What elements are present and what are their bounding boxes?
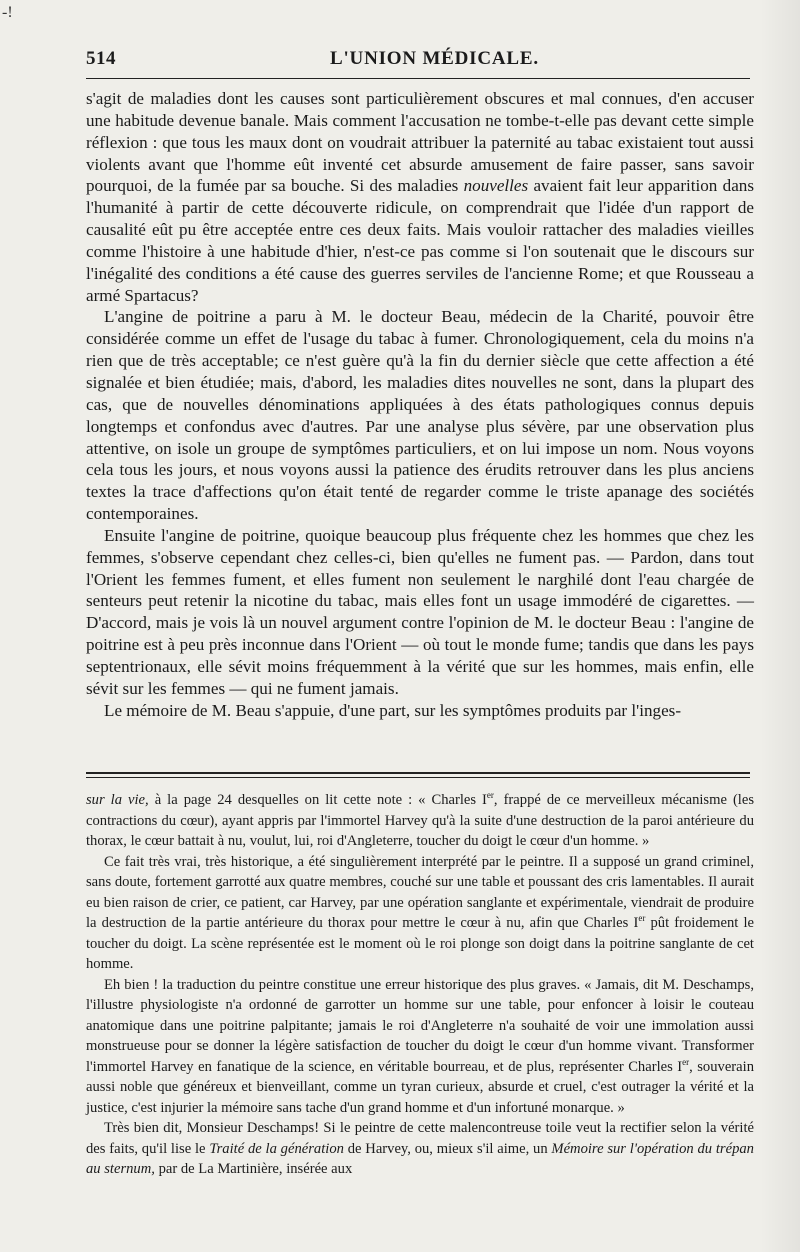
footnote-4-emphasis-b: Mémoire sur l'opération du trépan au sternum, — [86, 1140, 754, 1177]
paragraph-1-text-a: s'agit de maladies dont les causes sont particulièrement obscures et mal connues, d'en accuser une habitude devenue banale. Mais comment l'accusation ne tombe-t-elle pas devant cette simple réflexion : que tous les maux dont on voudrait attribuer la paternité au tabac existaient tout aussi violents avant que l'homme eût inventé cet absurde amusement de faire passer, sans savoir pourquoi, de la fumée par sa bouche. Si des maladies — [86, 89, 754, 196]
page-header — [86, 42, 750, 76]
main-text — [86, 88, 754, 721]
footnote-separator — [86, 772, 750, 778]
running-title: L'UNION MÉDICALE. — [330, 48, 539, 69]
header-rule — [86, 78, 750, 79]
footnote-2-text-a: Ce fait très vrai, très historique, a été singulièrement interprété par le peintre. Il a supposé un grand criminel, sans doute, fortement garrotté aux quatre membres, couché sur une table et poussant des cris lamentables. Il aurait eu bien raison de crier, ce patient, car Harvey, par une opération sanglante et expérimentale, viendrait de produire la destruction de la partie antérieure du thorax pour mettre le cœur à nu, afin que Charles I — [86, 853, 754, 931]
footnotes — [86, 790, 754, 1180]
paragraph-3: Ensuite l'angine de poitrine, quoique beaucoup plus fréquente chez les hommes que chez les femmes, s'observe cependant chez celles-ci, bien qu'elles ne fument pas. — Pardon, dans tout l'Orient les femmes fument, et elles fument non seulement le narghilé dont l'eau chargée de senteurs peut retenir la nicotine du tabac, mais elles font un usage immodéré de cigarettes. — D'accord, mais je vois là un nouvel argument contre l'opinion de M. le docteur Beau : l'angine de poitrine est à peu près inconnue dans l'Orient — où tout le monde fume; tandis que dans les pays septentrionaux, elle sévit moins fréquemment à la vérité que sur les hommes, mais enfin, elle sévit sur les femmes — qui ne fument jamais. — [86, 525, 754, 698]
paragraph-2: L'angine de poitrine a paru à M. le docteur Beau, médecin de la Charité, pouvoir être considérée comme un effet de l'usage du tabac à fumer. Chronologiquement, cela du moins n'a rien que de très acceptable; ce n'est guère qu'à la fin du dernier siècle que cette affection a été signalée et bien étudiée; mais, d'abord, les maladies dites nouvelles ne sont, dans la plupart des cas, que de nouvelles dénominations appliquées à des états pathologiques connus depuis longtemps et confondus avec d'autres. Par une analyse plus sévère, par une observation plus attentive, on isole un groupe de symptômes particuliers, et on lui impose un nom. Nous voyons cela tous les jours, et nous voyons aussi la patience des érudits retrouver dans les plus anciens textes la trace d'affections qu'on était tenté de regarder comme le triste apanage des sociétés contemporaines. — [86, 307, 754, 524]
paragraph-4: Le mémoire de M. Beau s'appuie, d'une part, sur les symptômes produits par l'inges- — [104, 700, 682, 720]
superscript: er — [486, 790, 494, 801]
emphasis-nouvelles: nouvelles — [463, 176, 529, 196]
page-number: 514 — [86, 48, 116, 69]
footnote-4-text-c: par de La Martinière, insérée aux — [154, 1161, 353, 1177]
footnote-3-text-a: Eh bien ! la traduction du peintre constitue une erreur historique des plus graves. « Jamais, dit M. Deschamps, l'illustre physiologiste n'a ordonné de garrotter un homme sur une table, pour enfoncer à loisir le couteau anatomique dans une poitrine palpitante; jamais le roi d'Angleterre n'a souhaité de voir une immolation aussi monstrueuse pour se donner la légère satisfaction de toucher du doigt le cœur d'un homme vivant. Transformer l'immortel Harvey en fanatique de la science, en véritable bourreau, et de plus, représenter Charles I — [86, 976, 754, 1075]
footnote-2-text-b: pût froidement le toucher du doigt. La scène représentée est le moment où le roi plonge son doigt dans la poitrine sanglante de cet homme. — [86, 915, 754, 972]
footnote-3 — [86, 975, 754, 1119]
footnote-2 — [86, 852, 754, 975]
paragraph-1 — [86, 88, 754, 306]
footnote-1-text-b: , frappé de ce merveilleux mécanisme (les contractions du cœur), ayant appris par l'immortel Harvey qu'à la suite d'une destruction de la paroi antérieure du thorax, le cœur battait à nu, voulut, lui, roi d'Angleterre, toucher du doigt le cœur d'un homme. » — [86, 792, 755, 849]
footnote-4 — [86, 1118, 754, 1180]
footnote-1-emphasis: sur la vie, — [86, 792, 149, 808]
margin-mark: -! — [2, 4, 13, 21]
paragraph-1-text-b: avaient fait leur apparition dans l'humanité à partir de cette découverte ridicule, on comprendrait que l'idée d'un rapport de causalité eût pu être acceptée entre ces deux faits. Mais vouloir rattacher des maladies vieilles comme l'histoire à une habitude d'hier, n'est-ce pas comme si l'on soutenait que le discours sur l'inégalité des conditions a été cause des guerres serviles de l'ancienne Rome; et que Rousseau a armé Spartacus? — [86, 176, 754, 305]
footnote-4-text-b: de Harvey, ou, mieux s'il aime, un — [343, 1140, 552, 1157]
footnote-4-text-a: Très bien dit, Monsieur Deschamps! Si le peintre de cette malencontreuse toile veut la rectifier selon la vérité des faits, qu'il lise le — [86, 1120, 754, 1157]
footnote-3-text-b: , souverain aussi noble que généreux et bienveillant, comme un tyran curieux, absurde et cruel, c'est outrager la vérité et la justice, c'est injurier la mémoire sans tache d'un grand homme et d'un infortuné monarque. » — [86, 1058, 754, 1116]
footnote-1 — [86, 790, 754, 852]
superscript: er — [638, 913, 646, 924]
footnote-4-emphasis-a: Traité de la génération — [209, 1140, 344, 1157]
superscript: er — [682, 1056, 690, 1067]
footnote-1-text-a: à la page 24 desquelles on lit cette note : « Charles I — [148, 792, 487, 808]
